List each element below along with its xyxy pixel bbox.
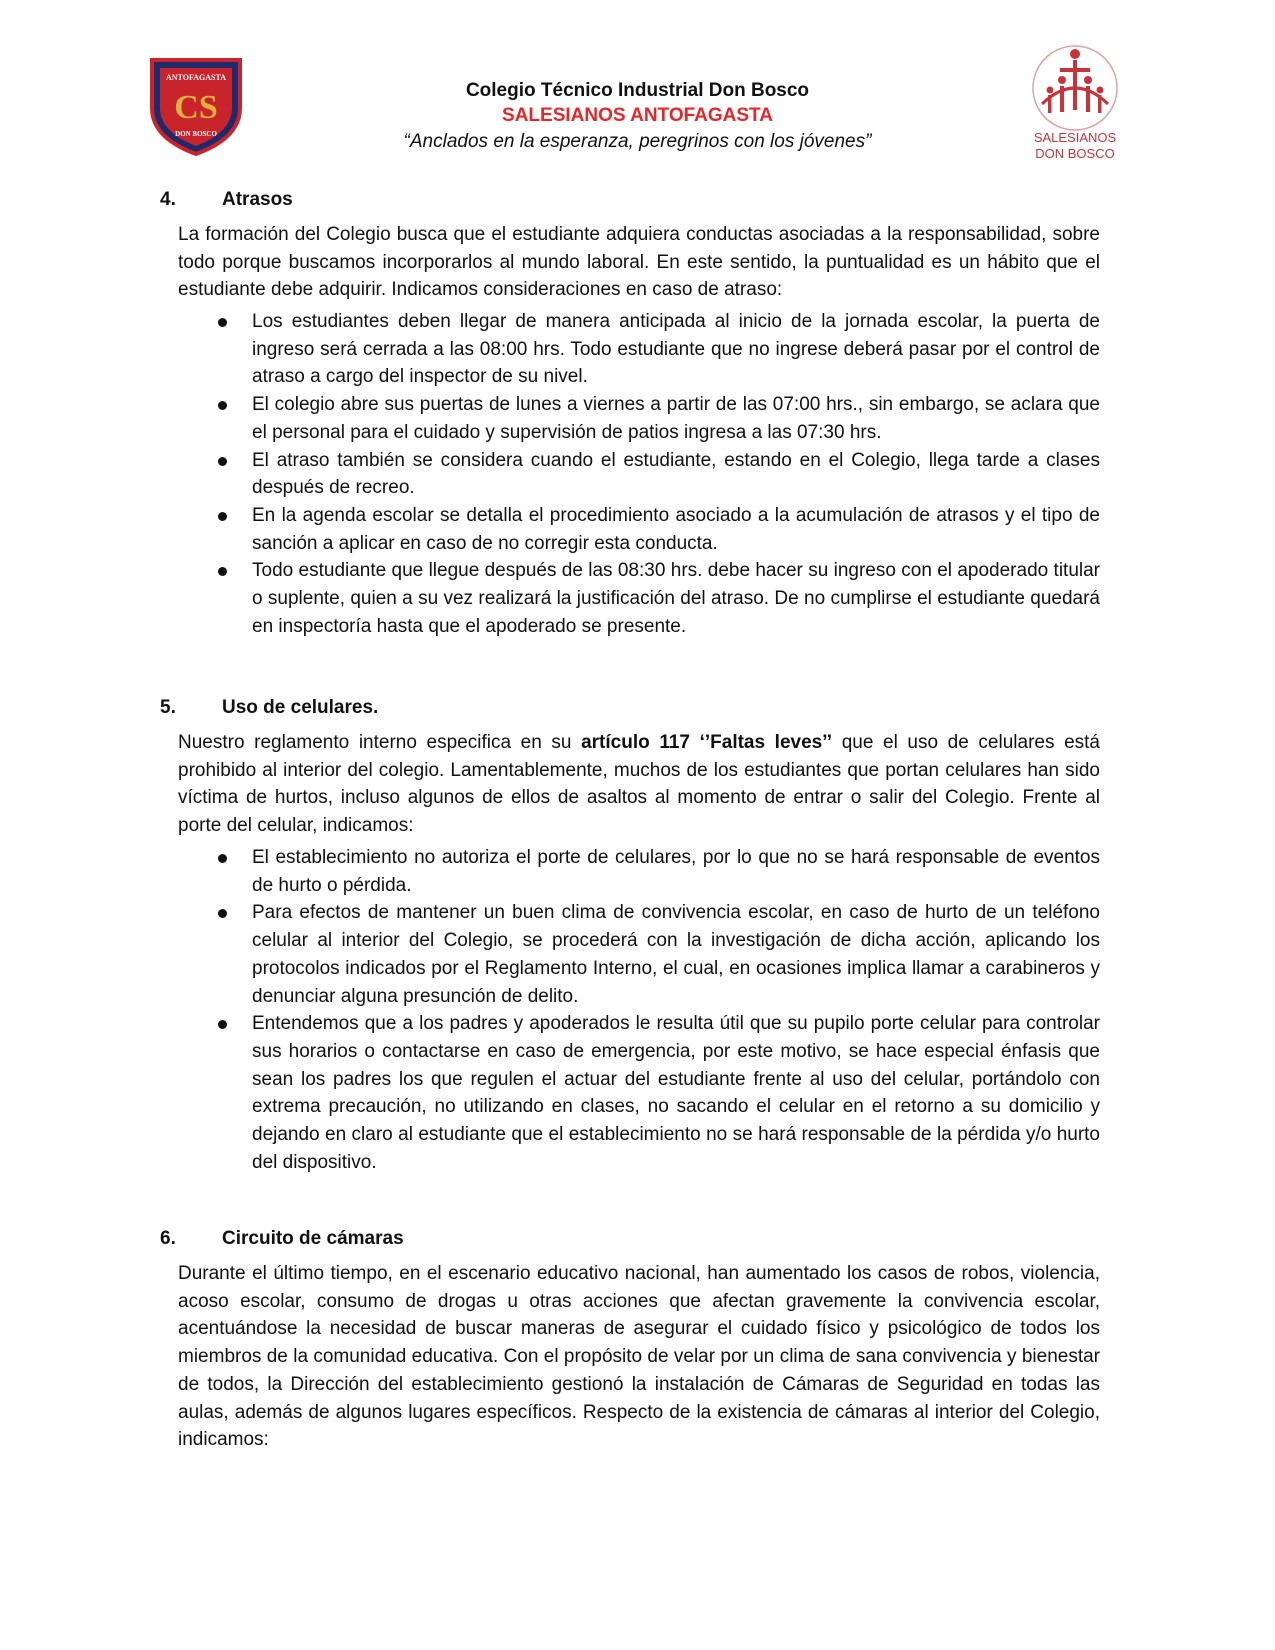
bullet-icon	[218, 512, 227, 521]
page-header	[0, 0, 1275, 180]
section-title: Uso de celulares.	[222, 697, 379, 718]
list-item: El colegio abre sus puertas de lunes a viernes a partir de las 07:00 hrs., sin embargo, se aclara que el personal para el cuidado y supervisión de patios ingresa a las 07:30 hrs.	[212, 391, 1100, 446]
section-heading	[160, 1225, 404, 1253]
salesianos-logo	[1020, 42, 1130, 164]
bullet-icon	[218, 567, 227, 576]
school-motto: “Anclados en la esperanza, peregrinos con los jóvenes”	[403, 131, 872, 152]
school-subtitle: SALESIANOS ANTOFAGASTA	[502, 105, 773, 126]
article-reference: artículo 117 ‘’Faltas leves’’	[581, 732, 833, 753]
bullet-list	[212, 844, 1100, 1176]
crest-top-text: ANTOFAGASTA	[165, 73, 227, 82]
bullet-icon	[218, 1020, 227, 1029]
school-name: Colegio Técnico Industrial Don Bosco	[465, 80, 810, 101]
crest-bottom-text: DON BOSCO	[175, 130, 217, 138]
section-intro: Nuestro reglamento interno especifica en su artículo 117 ‘’Faltas leves’’ que el uso de celulares está prohibido al interior del colegio. Lamentablemente, muchos de los estudiantes que portan celulares han sido víctima de hurtos, incluso algunos de ellos de asaltos al momento de entrar o salir del Colegio. Frente al porte del celular, indicamos:	[178, 732, 1100, 837]
bullet-icon	[218, 457, 227, 466]
section-title: Atrasos	[222, 189, 293, 210]
list-item: Todo estudiante que llegue después de las 08:30 hrs. debe hacer su ingreso con el apoderado titular o suplente, quien a su vez realizará la justificación del atraso. De no cumplirse el estudiante quedará en inspectoría hasta que el apoderado se presente.	[212, 557, 1100, 640]
section-number: 5.	[160, 697, 176, 718]
bullet-icon	[218, 318, 227, 327]
list-item: El establecimiento no autoriza el porte de celulares, por lo que no se hará responsable de eventos de hurto o pérdida.	[212, 844, 1100, 899]
section-number: 4.	[160, 189, 176, 210]
bullet-icon	[218, 854, 227, 863]
header-title-block	[320, 78, 955, 156]
section-number: 6.	[160, 1228, 176, 1249]
section-heading	[160, 694, 378, 722]
list-item: En la agenda escolar se detalla el procedimiento asociado a la acumulación de atrasos y el tipo de sanción a aplicar en caso de no corregir esta conducta.	[212, 502, 1100, 557]
list-item: Para efectos de mantener un buen clima de convivencia escolar, en caso de hurto de un teléfono celular al interior del Colegio, se procederá con la investigación de dicha acción, aplicando los protocolos indicados por el Reglamento Interno, el cual, en ocasiones implica llamar a carabineros y denunciar alguna presunción de delito.	[212, 899, 1100, 1010]
school-crest-logo	[148, 56, 244, 156]
list-item: Entendemos que a los padres y apoderados le resulta útil que su pupilo porte celular para controlar sus horarios o contactarse en caso de emergencia, por este motivo, se hace especial énfasis que sean los padres los que regulen el actuar del estudiante frente al uso del celular, portándolo con extrema precaución, no utilizando en clases, no sacando el celular en el retorno a su domicilio y dejando en claro al estudiante que el establecimiento no se hará responsable de la pérdida y/o hurto del dispositivo.	[212, 1010, 1100, 1176]
crest-monogram: CS	[174, 89, 218, 126]
logo-text-line1: SALESIANOS	[1033, 130, 1117, 145]
section-heading	[160, 186, 293, 214]
list-item: Los estudiantes deben llegar de manera anticipada al inicio de la jornada escolar, la puerta de ingreso será cerrada a las 08:00 hrs. Todo estudiante que no ingrese deberá pasar por el control de atraso a cargo del inspector de su nivel.	[212, 308, 1100, 391]
section-intro: La formación del Colegio busca que el estudiante adquiera conductas asociadas a la responsabilidad, sobre todo porque buscamos incorporarlos al mundo laboral. En este sentido, la puntualidad es un hábito que el estudiante debe adquirir. Indicamos consideraciones en caso de atraso:	[178, 224, 1100, 301]
bullet-icon	[218, 401, 227, 410]
section-title: Circuito de cámaras	[222, 1228, 404, 1249]
bullet-icon	[218, 909, 227, 918]
logo-text-line2: DON BOSCO	[1035, 146, 1115, 161]
list-item: El atraso también se considera cuando el estudiante, estando en el Colegio, llega tarde a clases después de recreo.	[212, 447, 1100, 502]
bullet-list	[212, 308, 1100, 640]
section-intro: Durante el último tiempo, en el escenario educativo nacional, han aumentado los casos de robos, violencia, acoso escolar, consumo de drogas u otras acciones que afectan gravemente la convivencia escolar, acentuándose la necesidad de buscar maneras de asegurar el cuidado físico y psicológico de todos los miembros de la comunidad educativa. Con el propósito de velar por un clima de sana convivencia y bienestar de todos, la Dirección del establecimiento gestionó la instalación de Cámaras de Seguridad en todas las aulas, además de algunos lugares específicos. Respecto de la existencia de cámaras al interior del Colegio, indicamos:	[178, 1263, 1100, 1451]
